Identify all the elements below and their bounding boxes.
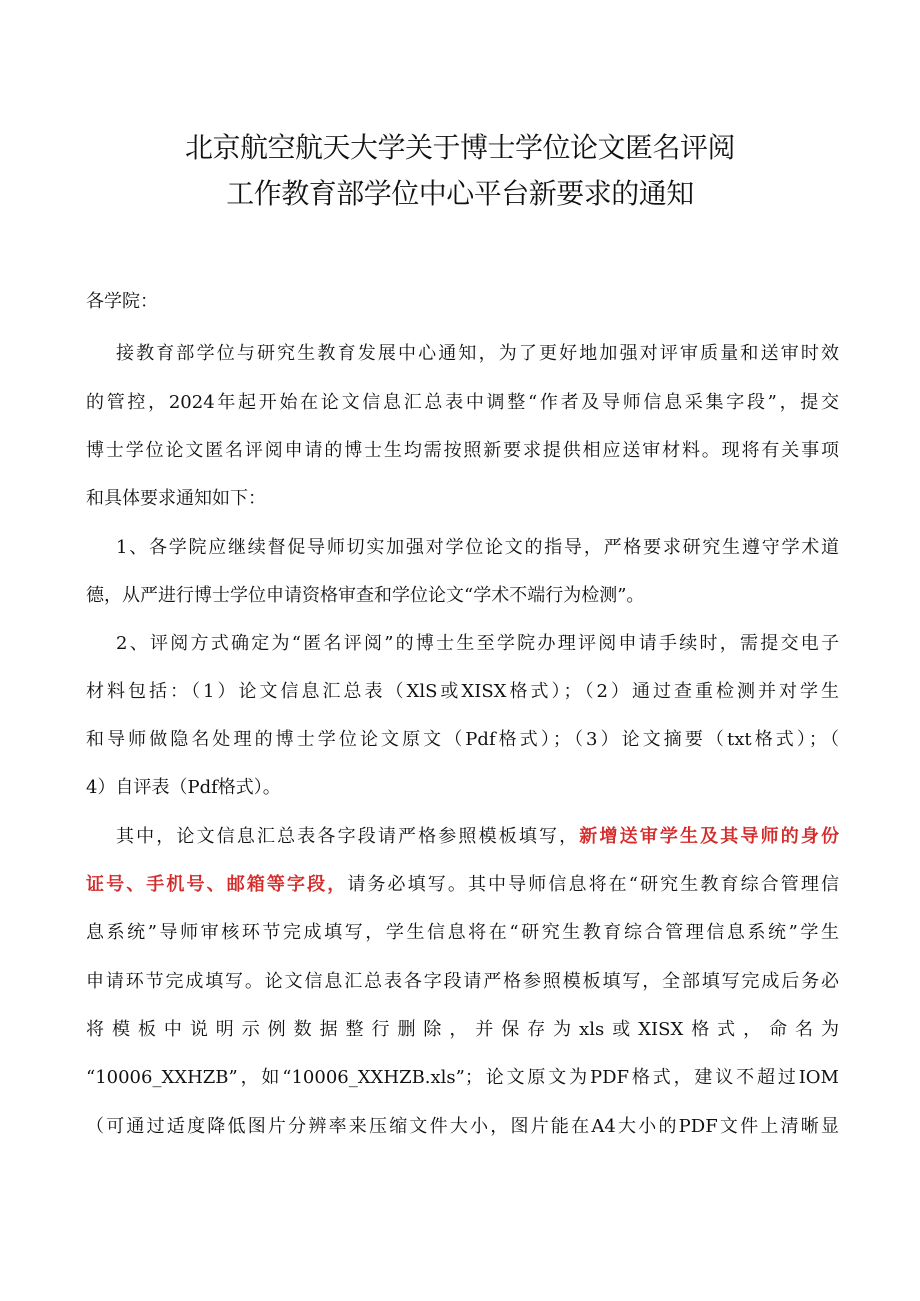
- paragraph-3-line-2: 材料包括：（1）论文信息汇总表（XlS或XISX格式）；（2）通过查重检测并对学生: [86, 681, 839, 702]
- paragraph-4-line-1: [116, 822, 839, 852]
- paragraph-4-line-7: （可通过适度降低图片分辨率来压缩文件大小，图片能在A4大小的PDF文件上清晰显: [86, 1116, 839, 1137]
- paragraph-2-line-2: 德，从严进行博士学位申请资格审查和学位论文“学术不端行为检测”。: [86, 585, 645, 606]
- paragraph-4-line-4: 申请环节完成填写。论文信息汇总表各字段请严格参照模板填写，全部填写完成后务必: [86, 971, 839, 992]
- paragraph-3-line-4: 4）自评表（Pdf格式）。: [86, 777, 281, 798]
- highlight-new-fields-cont: 证号、手机号、邮箱等字段，: [86, 874, 348, 895]
- paragraph-1-line-2: 的管控，2024年起开始在论文信息汇总表中调整“作者及导师信息采集字段”，提交: [86, 392, 839, 413]
- title-line-2: 工作教育部学位中心平台新要求的通知: [226, 177, 694, 210]
- paragraph-2-line-1: 1、各学院应继续督促导师切实加强对学位论文的指导，严格要求研究生遵守学术道: [116, 537, 839, 558]
- paragraph-4-line-6: “10006_XXHZB”，如“10006_XXHZB.xls”；论文原文为PDF格式，建议不超过IOM: [86, 1067, 839, 1088]
- paragraph-4-line-1-text: 其中，论文信息汇总表各字段请严格参照模板填写，: [116, 826, 580, 847]
- paragraph-4-line-2: [86, 870, 839, 900]
- highlight-new-fields: 新增送审学生及其导师的身份: [579, 826, 839, 847]
- paragraph-1-line-1: 接教育部学位与研究生教育发展中心通知，为了更好地加强对评审质量和送审时效: [116, 343, 839, 364]
- paragraph-3-line-3: 和导师做隐名处理的博士学位论文原文（Pdf格式）；（3）论文摘要（txt格式）；（: [86, 729, 839, 750]
- paragraph-1-line-4: 和具体要求通知如下：: [86, 488, 266, 509]
- salutation: 各学院：: [86, 291, 158, 312]
- title-line-1: 北京航空航天大学关于博士学位论文匿名评阅: [184, 131, 735, 164]
- paragraph-4-line-5: 将模板中说明示例数据整行删除，并保存为xls或XISX格式，命名为: [86, 1019, 839, 1040]
- paragraph-3-line-1: 2、评阅方式确定为“匿名评阅”的博士生至学院办理评阅申请手续时，需提交电子: [116, 633, 839, 654]
- paragraph-4-line-2-text: 请务必填写。其中导师信息将在“研究生教育综合管理信: [347, 874, 839, 895]
- paragraph-1-line-3: 博士学位论文匿名评阅申请的博士生均需按照新要求提供相应送审材料。现将有关事项: [86, 440, 839, 461]
- paragraph-4-line-3: 息系统”导师审核环节完成填写，学生信息将在“研究生教育综合管理信息系统”学生: [86, 922, 839, 943]
